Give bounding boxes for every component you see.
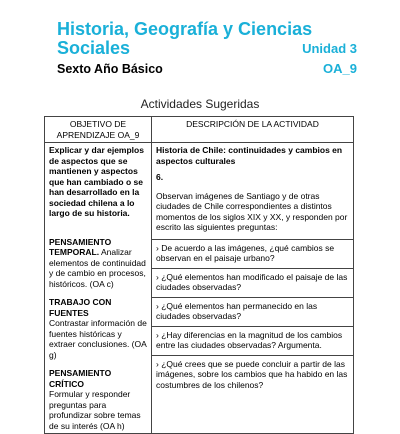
document-header bbox=[57, 20, 357, 78]
objective-text: Explicar y dar ejemplos de aspectos que se mantienen y aspectos que han cambiado o se han desarrollado en la sociedad chilena a lo largo de su historia. bbox=[49, 145, 144, 218]
question-item: › ¿Qué crees que se puede concluir a partir de las imágenes, sobre los cambios que ha habido en las costumbres de los chilenos? bbox=[152, 355, 353, 395]
section-title: Actividades Sugeridas bbox=[140, 97, 260, 111]
skill-temporal-title: PENSAMIENTO TEMPORAL. bbox=[49, 236, 112, 257]
subject-row bbox=[57, 39, 357, 58]
activity-table bbox=[44, 116, 354, 434]
activity-number: 6. bbox=[156, 172, 164, 182]
skill-critical-text: Formular y responder preguntas para profundizar sobre temas de su interés (OA h) bbox=[49, 389, 141, 431]
table-header-row bbox=[45, 117, 354, 143]
skill-sources-title: TRABAJO CON FUENTES bbox=[49, 297, 112, 318]
question-item: › ¿Qué elementos han permanecido en las ciudades observadas? bbox=[152, 297, 353, 326]
skill-temporal bbox=[49, 237, 147, 290]
description-cell bbox=[152, 143, 354, 434]
objective-column-header: OBJETIVO DE APRENDIZAJE OA_9 bbox=[45, 117, 152, 143]
subject-title-line-2: Sociales bbox=[57, 38, 131, 58]
question-item: › De acuerdo a las imágenes, ¿qué cambios se observan en el paisaje urbano? bbox=[152, 239, 353, 268]
skill-temporal-text: Analizar elementos de continuidad y de cambio en procesos, históricos. (OA c) bbox=[49, 247, 146, 289]
unit-label: Unidad 3 bbox=[302, 41, 357, 56]
skill-sources-text: Contrastar información de fuentes históricas y extraer conclusiones. (OA g) bbox=[49, 318, 147, 360]
objective-cell bbox=[45, 143, 152, 434]
subject-title-line-1: Historia, Geografía y Ciencias bbox=[57, 19, 313, 39]
question-item: › ¿Qué elementos han modificado el paisaje de las ciudades observadas? bbox=[152, 268, 353, 297]
oa-label: OA_9 bbox=[323, 61, 357, 76]
table-body-row bbox=[45, 143, 354, 434]
question-item: › ¿Hay diferencias en la magnitud de los cambios entre las ciudades observadas? Argumenta. bbox=[152, 326, 353, 355]
activity-title: Historia de Chile: continuidades y cambios en aspectos culturales bbox=[156, 145, 343, 166]
grade-row bbox=[57, 60, 357, 78]
description-column-header: DESCRIPCIÓN DE LA ACTIVIDAD bbox=[152, 117, 354, 143]
skill-critical-title: PENSAMIENTO CRÍTICO bbox=[49, 368, 112, 389]
activity-intro: Observan imágenes de Santiago y de otras ciudades de Chile correspondientes a distintos momentos de los siglos XIX y XX, y responden por escrito las siguientes preguntas: bbox=[156, 190, 348, 232]
grade-label: Sexto Año Básico bbox=[57, 62, 163, 76]
